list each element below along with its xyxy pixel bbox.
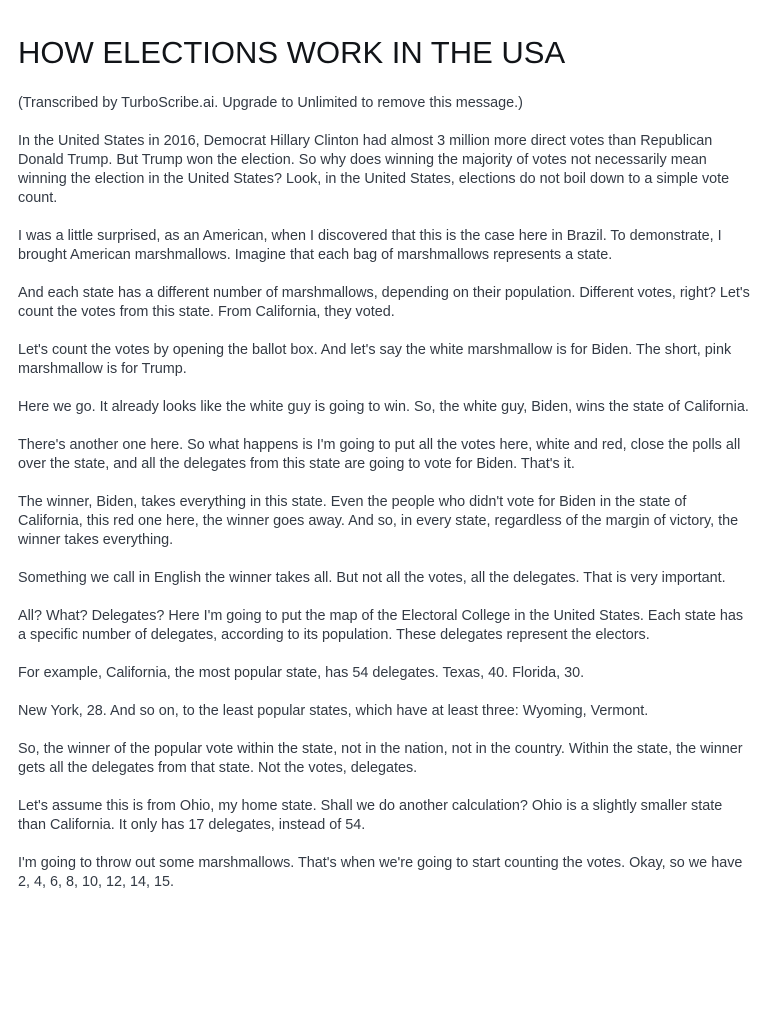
paragraph-4: Let's count the votes by opening the ballot box. And let's say the white marshmallow is for Biden. The short, pink marshmallow is for Trump. bbox=[18, 342, 732, 377]
paragraph-5: Here we go. It already looks like the white guy is going to win. So, the white guy, Biden, wins the state of California. bbox=[18, 399, 749, 415]
paragraph-8: Something we call in English the winner takes all. But not all the votes, all the delegates. That is very important. bbox=[18, 570, 726, 586]
transcription-note: (Transcribed by TurboScribe.ai. Upgrade to Unlimited to remove this message.) bbox=[18, 95, 523, 111]
paragraph-1: In the United States in 2016, Democrat Hillary Clinton had almost 3 million more direct votes than Republican Donald Trump. But Trump won the election. So why does winning the majority of votes not necessarily mean winning the election in the United States? Look, in the United States, elections do not boil down to a simple vote count. bbox=[18, 133, 730, 206]
paragraph-14: I'm going to throw out some marshmallows. That's when we're going to start counting the votes. Okay, so we have 2, 4, 6, 8, 10, 12, 14, 15. bbox=[18, 855, 743, 890]
paragraph-9: All? What? Delegates? Here I'm going to put the map of the Electoral College in the United States. Each state has a specific number of delegates, according to its population. These delegates represent the electors. bbox=[18, 608, 744, 643]
paragraph-6: There's another one here. So what happens is I'm going to put all the votes here, white and red, close the polls all over the state, and all the delegates from this state are going to vote for Biden. That's it. bbox=[18, 437, 741, 472]
paragraph-3: And each state has a different number of marshmallows, depending on their population. Different votes, right? Let's count the votes from this state. From California, they voted. bbox=[18, 285, 750, 320]
paragraph-2: I was a little surprised, as an American, when I discovered that this is the case here in Brazil. To demonstrate, I brought American marshmallows. Imagine that each bag of marshmallows represents a state. bbox=[18, 228, 722, 263]
paragraph-10: For example, California, the most popular state, has 54 delegates. Texas, 40. Florida, 30. bbox=[18, 665, 585, 681]
paragraph-13: Let's assume this is from Ohio, my home state. Shall we do another calculation? Ohio is a slightly smaller state than California. It only has 17 delegates, instead of 54. bbox=[18, 798, 723, 833]
paragraph-12: So, the winner of the popular vote within the state, not in the nation, not in the country. Within the state, the winner gets all the delegates from that state. Not the votes, delegates. bbox=[18, 741, 743, 776]
document-title: HOW ELECTIONS WORK IN THE USA bbox=[18, 35, 566, 70]
paragraph-11: New York, 28. And so on, to the least popular states, which have at least three: Wyoming, Vermont. bbox=[18, 703, 649, 719]
paragraph-7: The winner, Biden, takes everything in this state. Even the people who didn't vote for Biden in the state of California, this red one here, the winner goes away. And so, in every state, regardless of the margin of victory, the winner takes everything. bbox=[18, 494, 739, 548]
